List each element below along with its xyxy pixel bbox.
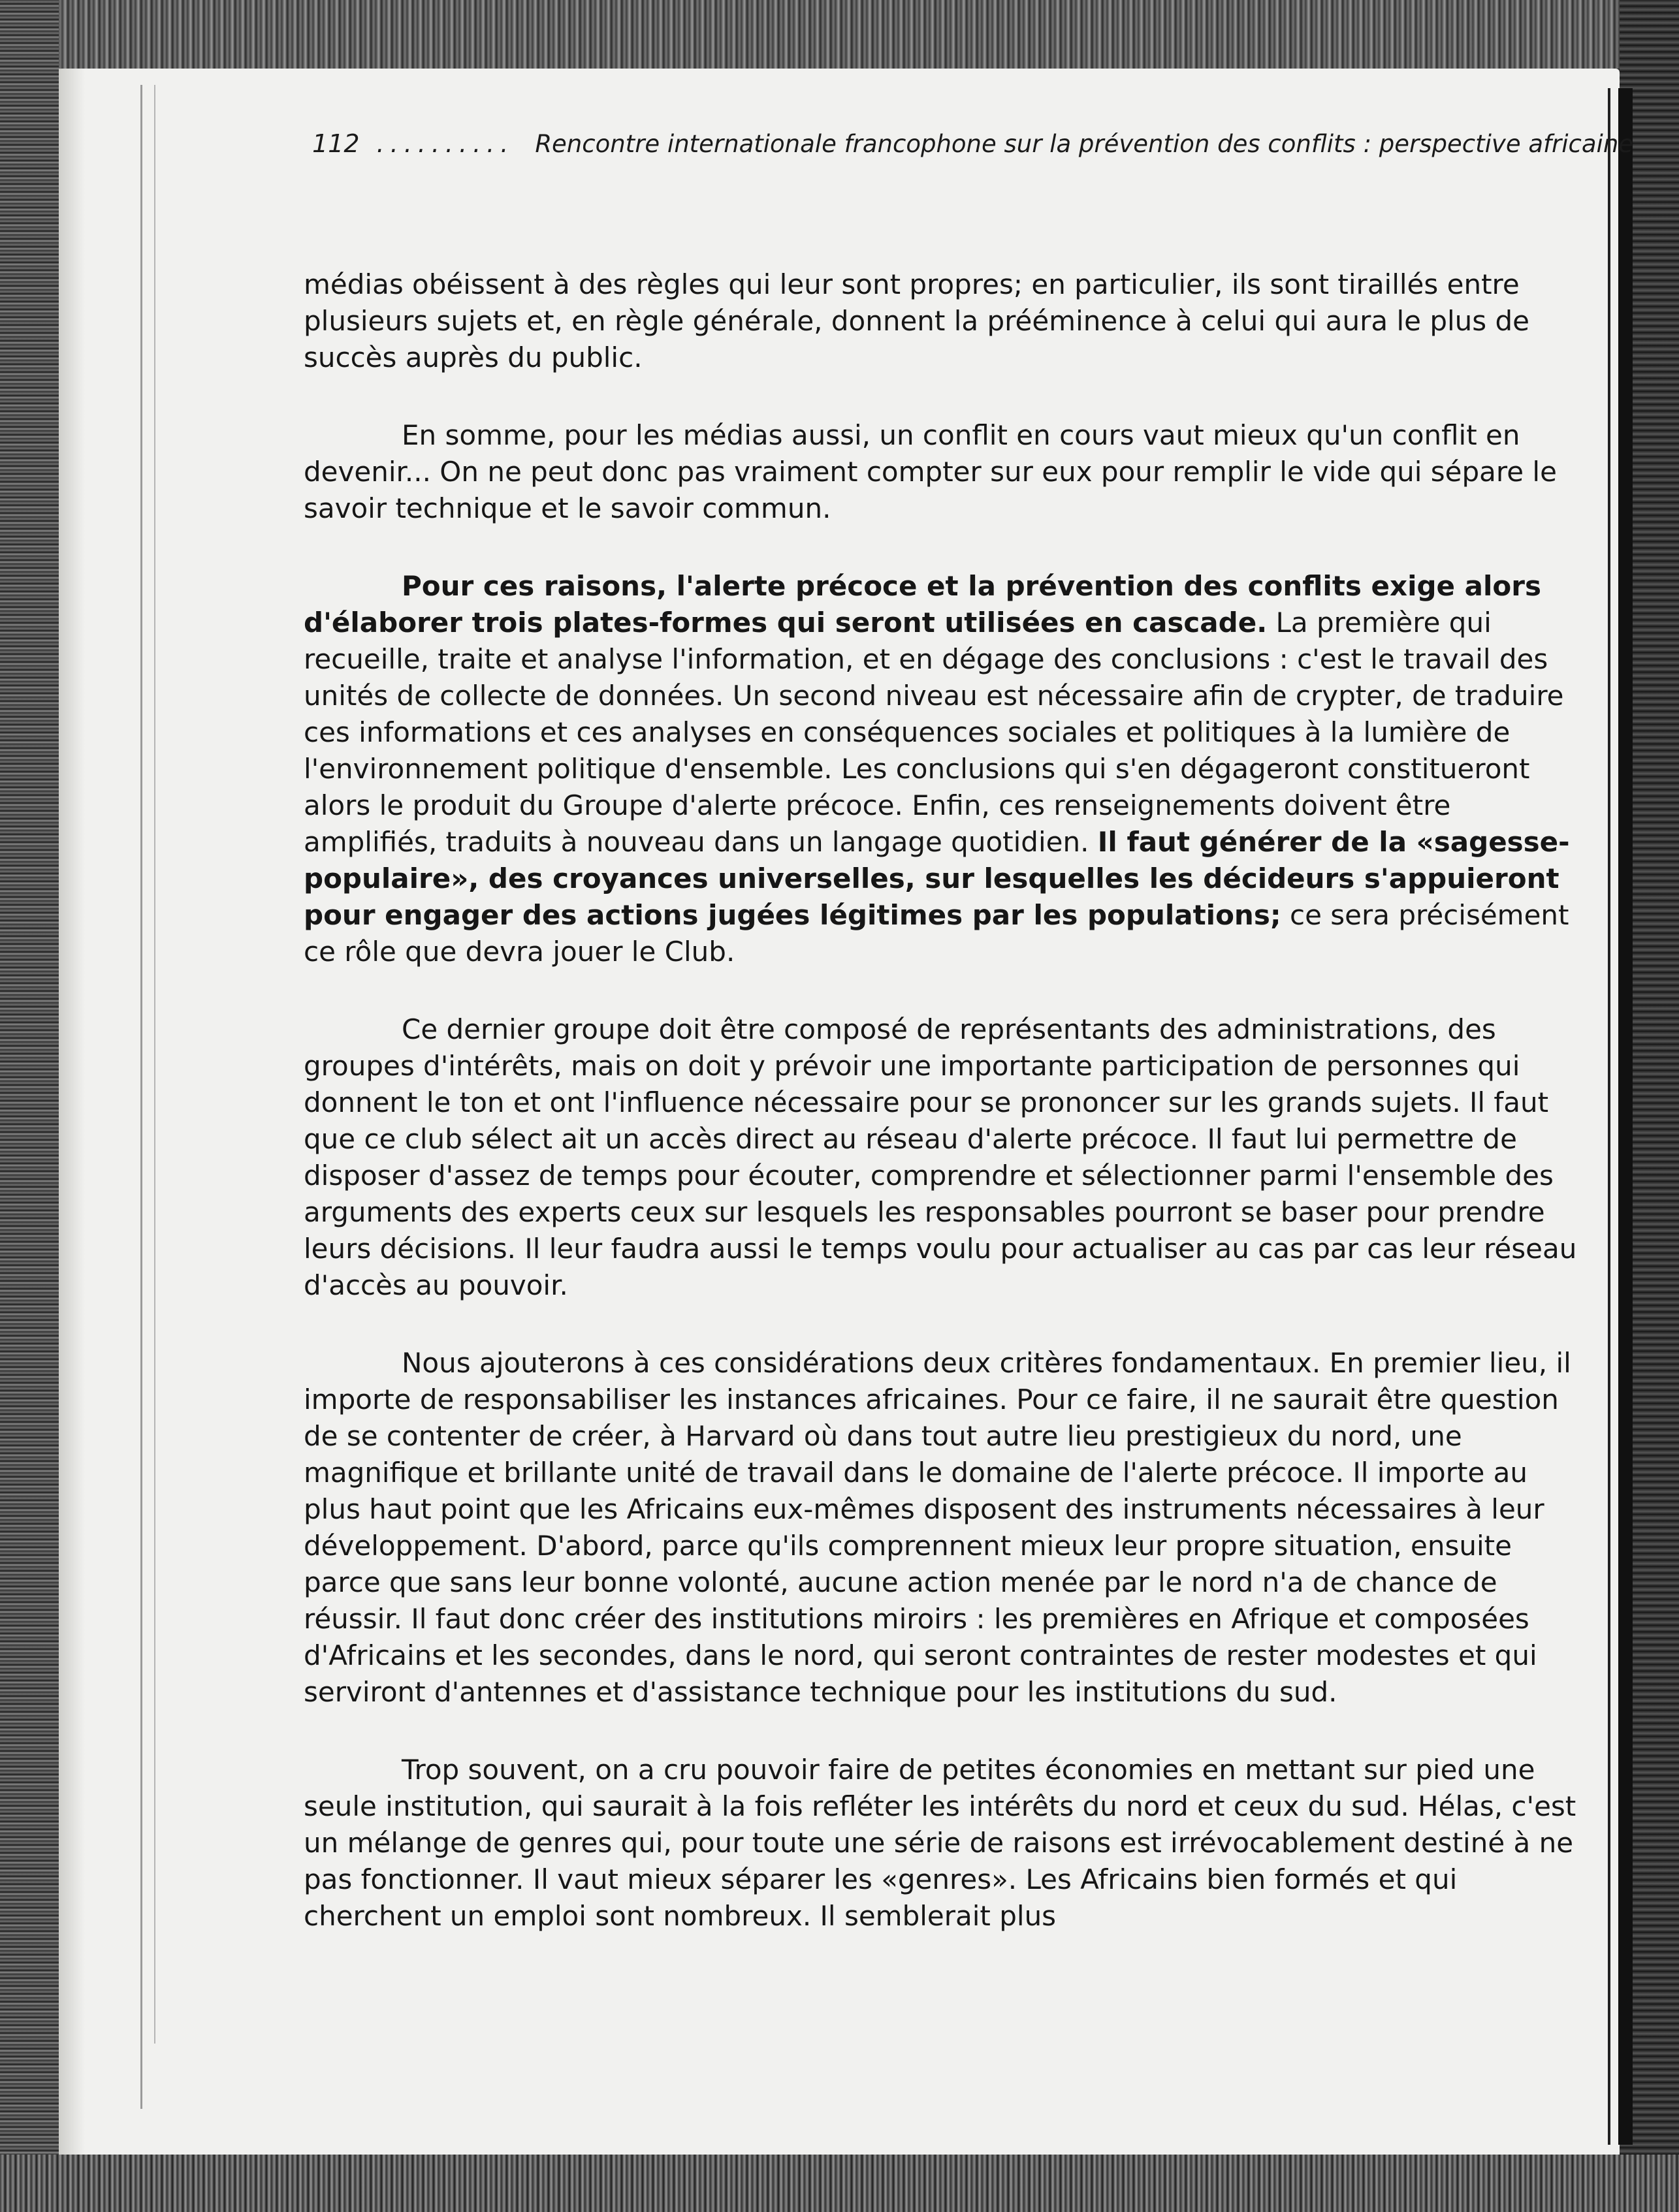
paragraph-4-text: Ce dernier groupe doit être composé de représentants des administrations, des groupes d'intérêts, mais on doit y prévoir une importante participation de personnes qui donnent le ton et ont l'influence nécessaire pour se prononcer sur les grands sujets. Il faut que ce club sélect ait un accès direct au réseau d'alerte précoce. Il faut lui permettre de disposer d'assez de temps pour écouter, comprendre et sélectionner parmi l'ensemble des arguments des experts ceux sur lesquels les responsables pourront se baser pour prendre leurs décisions. Il leur faudra aussi le temps voulu pour actualiser au cas par cas leur réseau d'accès au pouvoir. xyxy=(304,1013,1577,1301)
margin-line-left xyxy=(140,85,142,2109)
page-gutter-shadow xyxy=(59,69,85,2155)
paragraph-4 xyxy=(304,1011,1580,1304)
paragraph-3 xyxy=(304,568,1580,970)
running-title: Rencontre internationale francophone sur la prévention des conflits : perspective africaine xyxy=(535,130,1634,158)
binding-edge xyxy=(1618,88,1633,2145)
scan-border-left xyxy=(0,0,59,2212)
scan-border-top xyxy=(0,0,1679,69)
body-text xyxy=(304,266,1580,1976)
paragraph-6-text: Trop souvent, on a cru pouvoir faire de petites économies en mettant sur pied une seule institution, qui saurait à la fois refléter les intérêts du nord et ceux du sud. Hélas, c'est un mélange de genres qui, pour toute une série de raisons est irrévocablement destiné à ne pas fonctionner. Il vaut mieux séparer les «genres». Les Africains bien formés et qui cherchent un emploi sont nombreux. Il semblerait plus xyxy=(304,1754,1576,1932)
paragraph-3-text-end: ce sera précisément ce rôle que devra jouer le Club. xyxy=(304,899,1569,968)
scan-border-bottom xyxy=(0,2155,1679,2212)
paragraph-3-bold-lead: Pour ces raisons, l'alerte précoce et la prévention des conflits exige alors d'élaborer trois plates-formes qui seront utilisées en cascade. xyxy=(304,570,1541,639)
binding-edge-inner xyxy=(1608,88,1610,2145)
margin-line-left-inner xyxy=(154,85,155,2044)
running-header xyxy=(312,129,1634,158)
header-leader-dots: .......... xyxy=(376,129,515,158)
paragraph-1-text: médias obéissent à des règles qui leur sont propres; en particulier, ils sont tiraillés entre plusieurs sujets et, en règle générale, donnent la prééminence à celui qui aura le plus de succès auprès du public. xyxy=(304,268,1529,373)
paragraph-2 xyxy=(304,417,1580,527)
paragraph-3-bold-emphasis: Il faut générer de la «sagesse-populaire», des croyances universelles, sur lesquelles les décideurs s'appuieront pour engager des actions jugées légitimes par les populations; xyxy=(304,826,1570,931)
paragraph-5 xyxy=(304,1345,1580,1711)
paragraph-2-text: En somme, pour les médias aussi, un conflit en cours vaut mieux qu'un conflit en devenir... On ne peut donc pas vraiment compter sur eux pour remplir le vide qui sépare le savoir technique et le savoir commun. xyxy=(304,419,1557,524)
paragraph-5-text: Nous ajouterons à ces considérations deux critères fondamentaux. En premier lieu, il importe de responsabiliser les instances africaines. Pour ce faire, il ne saurait être question de se contenter de créer, à Harvard où dans tout autre lieu prestigieux du nord, une magnifique et brillante unité de travail dans le domaine de l'alerte précoce. Il importe au plus haut point que les Africains eux-mêmes disposent des instruments nécessaires à leur développement. D'abord, parce qu'ils comprennent mieux leur propre situation, ensuite parce que sans leur bonne volonté, aucune action menée par le nord n'a de chance de réussir. Il faut donc créer des institutions miroirs : les premières en Afrique et composées d'Africains et les secondes, dans le nord, qui seront contraintes de rester modestes et qui serviront d'antennes et d'assistance technique pour les institutions du sud. xyxy=(304,1347,1571,1708)
paragraph-6 xyxy=(304,1752,1580,1935)
paragraph-3-text: La première qui recueille, traite et analyse l'information, et en dégage des conclusions : c'est le travail des unités de collecte de données. Un second niveau est nécessaire afin de crypter, de traduire ces informations et ces analyses en conséquences sociales et politiques à la lumière de l'environnement politique d'ensemble. Les conclusions qui s'en dégageront constitueront alors le produit du Groupe d'alerte précoce. Enfin, ces renseignements doivent être amplifiés, traduits à nouveau dans un langage quotidien. xyxy=(304,607,1564,858)
paragraph-1 xyxy=(304,266,1580,376)
page-number: 112 xyxy=(312,129,360,158)
